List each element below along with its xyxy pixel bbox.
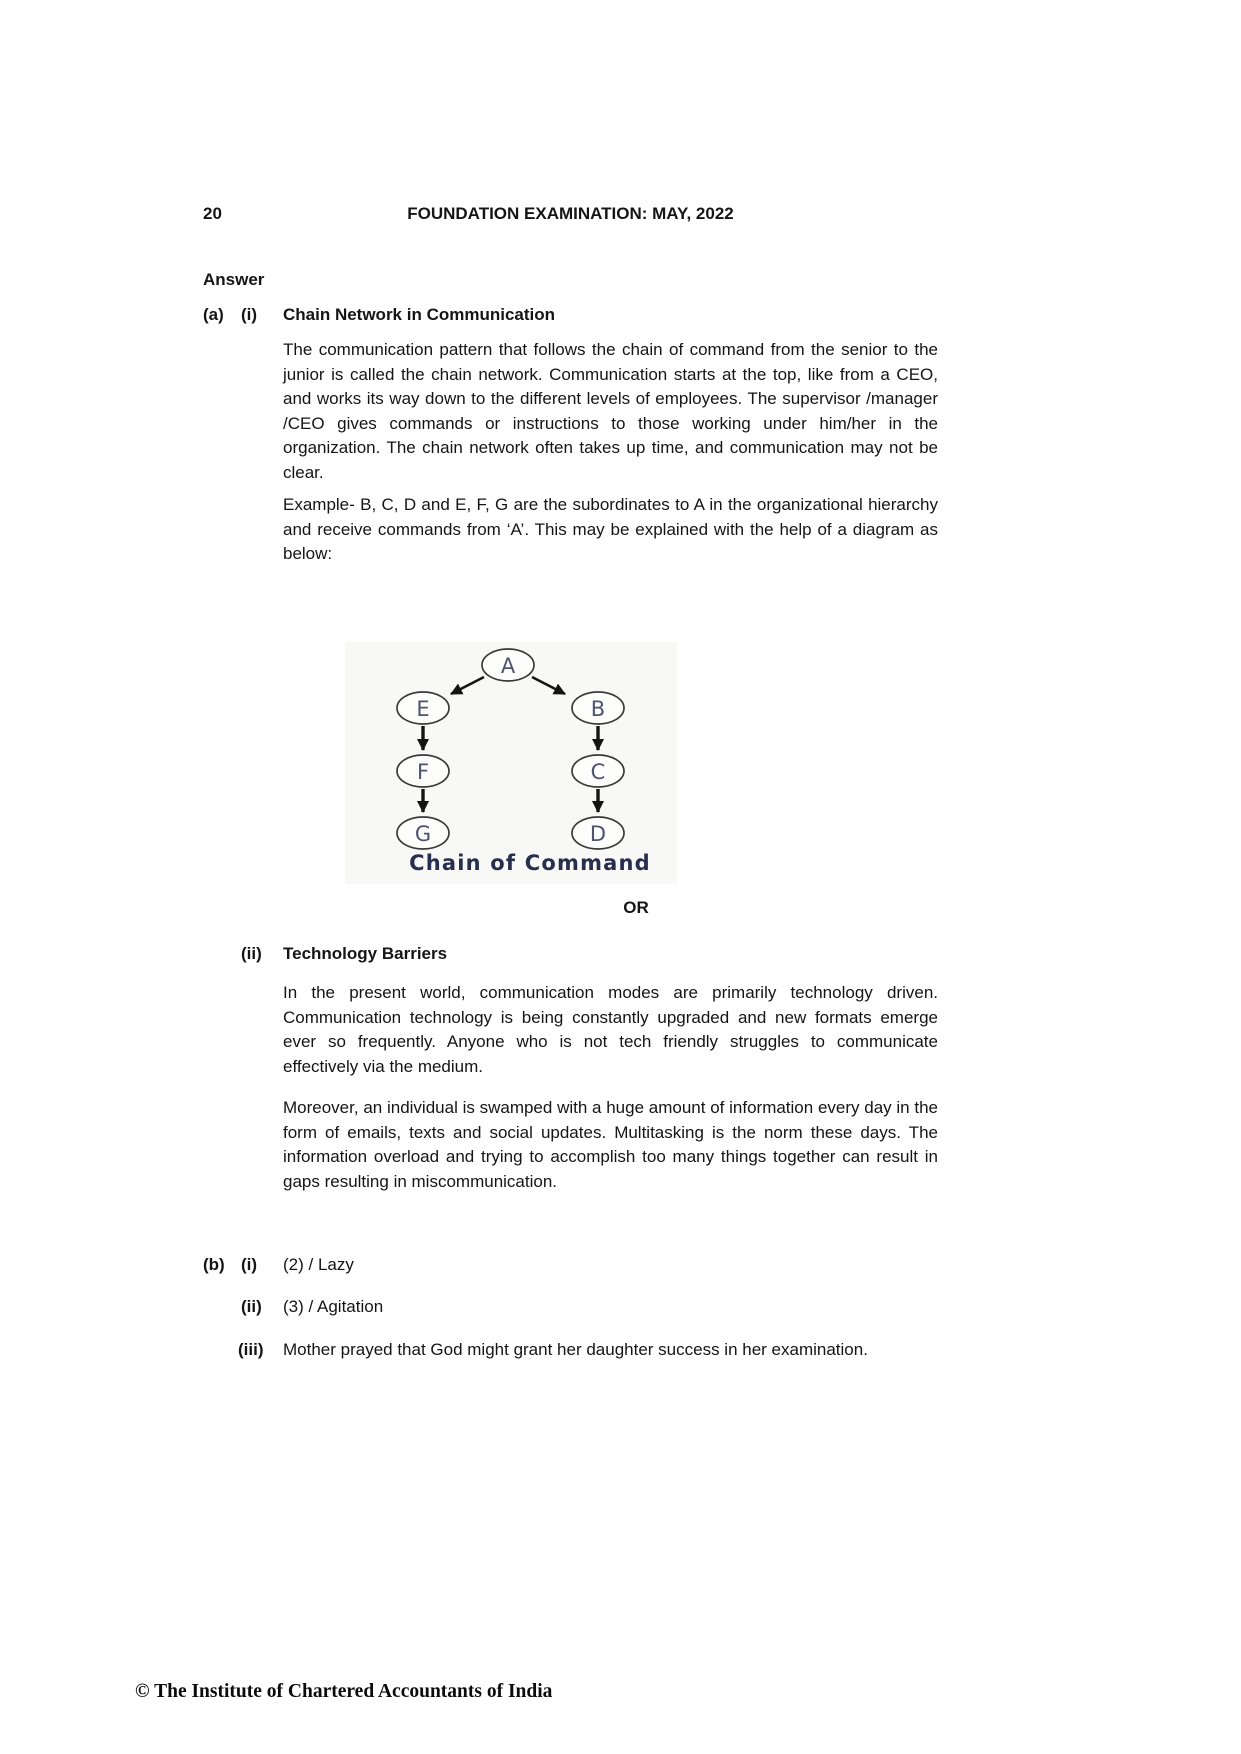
- technology-barriers-para1: In the present world, communication modes are primarily technology driven. Communication technology is being constantly upgraded and new formats emerge ever so frequently. Anyone who is not tech friendly struggles to communicate effectively via the medium.: [283, 983, 938, 1076]
- technology-barriers-title: Technology Barriers: [283, 944, 448, 963]
- answer-heading: Answer: [203, 270, 265, 289]
- part-b-item-ii-label: (ii): [241, 1297, 262, 1316]
- part-b-item-iii-label: (iii): [238, 1340, 264, 1359]
- node-b-label: B: [590, 697, 606, 721]
- chain-network-para1: The communication pattern that follows the chain of command from the senior to the junior is called the chain network. Communication starts at the top, like from a CEO, and works its way down to the different levels of employees. The supervisor /manager /CEO gives commands or instructions to those working under him/her in the organization. The chain network often takes up time, and communication may not be clear.: [283, 340, 938, 482]
- node-g-label: G: [414, 822, 432, 846]
- technology-barriers-para2: Moreover, an individual is swamped with a huge amount of information every day in the form of emails, texts and social updates. Multitasking is the norm these days. The information overload and trying to accomplish too many things together can result in gaps resulting in miscommunication.: [283, 1098, 938, 1191]
- node-f-label: F: [416, 760, 430, 784]
- node-c-label: C: [590, 760, 606, 784]
- part-b-label: (b): [203, 1255, 225, 1274]
- part-b-item-i-label: (i): [241, 1255, 258, 1274]
- diagram-caption: Chain of Command: [409, 851, 651, 875]
- page-number: 20: [203, 204, 222, 223]
- node-d-label: D: [589, 822, 607, 846]
- part-b-item-iii-text: Mother prayed that God might grant her daughter success in her examination.: [283, 1340, 868, 1359]
- chain-network-title: Chain Network in Communication: [283, 305, 556, 324]
- copyright-footer: © The Institute of Chartered Accountants of India: [135, 1681, 553, 1702]
- page-header-title: FOUNDATION EXAMINATION: MAY, 2022: [407, 204, 734, 223]
- item-ii-label: (ii): [241, 944, 262, 963]
- part-b-item-ii-text: (3) / Agitation: [283, 1297, 384, 1316]
- chain-network-para2: Example- B, C, D and E, F, G are the subordinates to A in the organizational hierarchy and receive commands from ‘A’. This may be explained with the help of a diagram as below:: [283, 495, 938, 563]
- or-divider: OR: [623, 898, 649, 917]
- part-a-label: (a): [203, 305, 224, 324]
- node-a-label: A: [500, 654, 516, 678]
- chain-of-command-diagram: [340, 638, 740, 888]
- node-e-label: E: [416, 697, 430, 721]
- item-i-label: (i): [241, 305, 258, 324]
- part-b-item-i-text: (2) / Lazy: [283, 1255, 354, 1274]
